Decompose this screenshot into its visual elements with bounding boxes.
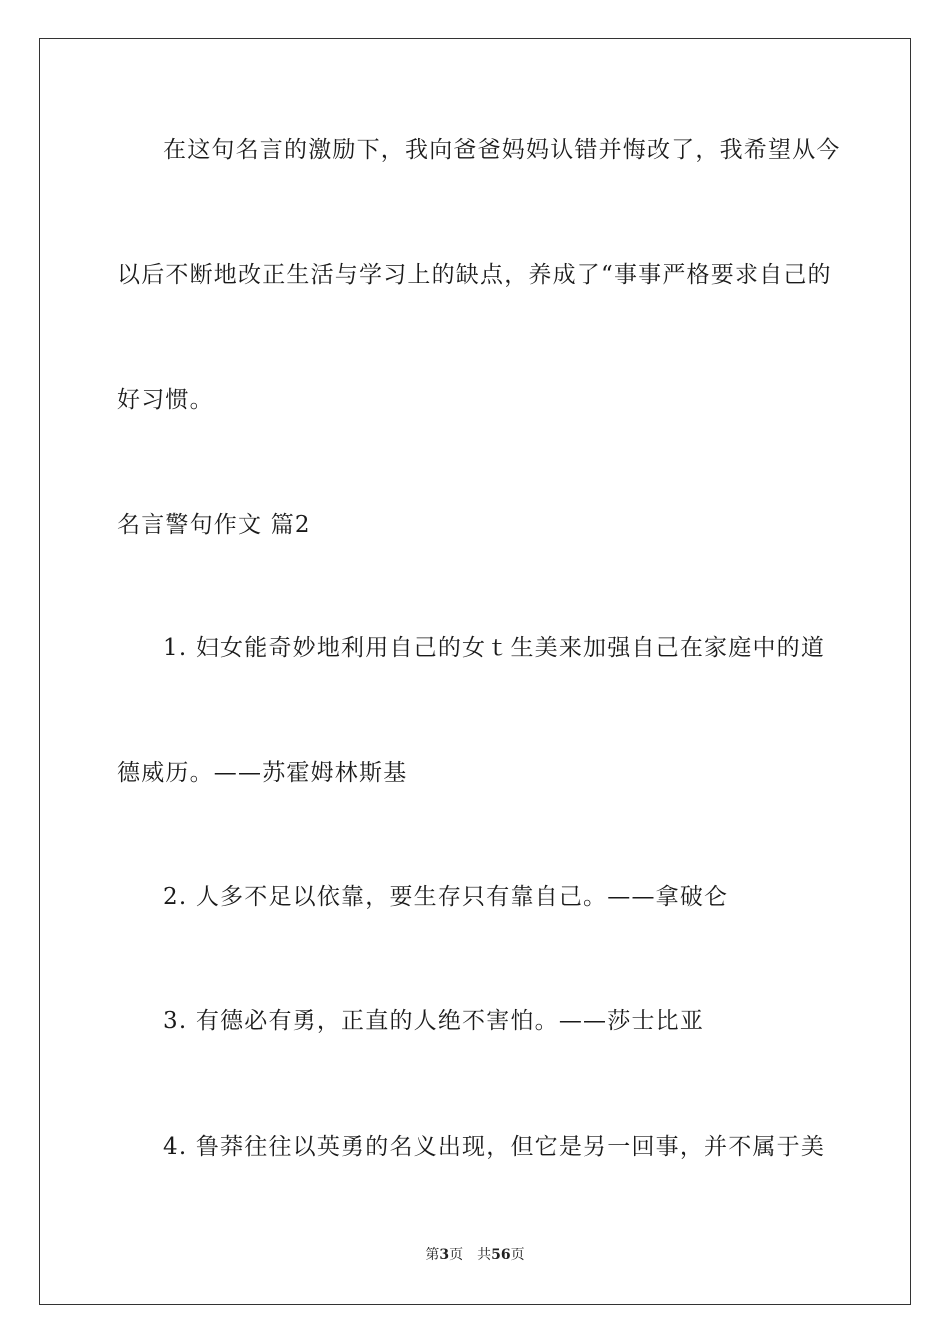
quote-line: 3. 有德必有勇，正直的人绝不害怕。——莎士比亚 [163,1008,705,1034]
footer-prefix: 第 [425,1247,440,1263]
total-page-number: 56 [491,1247,511,1263]
paragraph-line: 以后不断地改正生活与学习上的缺点，养成了“事事严格要求自己的 [117,262,832,288]
footer-mid: 页 共 [449,1247,492,1263]
quote-line: 4. 鲁莽往往以英勇的名义出现，但它是另一回事，并不属于美 [163,1134,826,1160]
quote-line: 2. 人多不足以依靠，要生存只有靠自己。——拿破仑 [163,884,729,910]
paragraph-line: 在这句名言的激励下，我向爸爸妈妈认错并悔改了，我希望从今 [163,137,841,163]
current-page-number: 3 [439,1247,450,1263]
paragraph-line: 好习惯。 [117,387,214,413]
quote-line: 1. 妇女能奇妙地利用自己的女ｔ生美来加强自己在家庭中的道 [163,635,826,661]
footer-suffix: 页 [510,1247,525,1263]
page-footer [0,1245,950,1265]
page-border [39,38,911,1305]
quote-line: 德威历。——苏霍姆林斯基 [117,760,408,786]
section-heading: 名言警句作文 篇2 [117,512,311,538]
